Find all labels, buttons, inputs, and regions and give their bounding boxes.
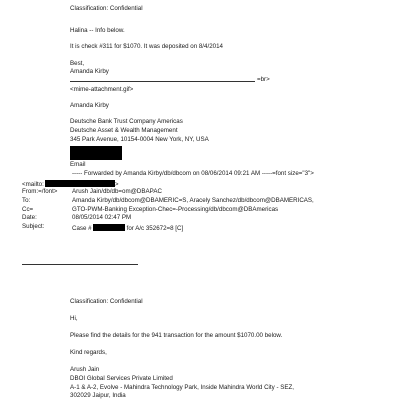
details-line: Please find the details for the 941 transaction for the amount $1070.00 below. — [70, 332, 283, 339]
mailto-suffix: > — [114, 181, 119, 188]
cc-label: Cc= — [22, 206, 34, 213]
subject-suffix: for A/c 352672=8 [C] — [126, 225, 184, 232]
to-label: To: — [22, 197, 31, 204]
address-line-1: A-1 & A-2, Evolve - Mahindra Technology Park, Inside Mahindra World City - SEZ, — [70, 384, 294, 391]
signature-name: Amanda Kirby — [70, 102, 109, 109]
org-line-1: Deutsche Bank Trust Company Americas — [70, 118, 183, 125]
redaction-block — [70, 146, 122, 153]
mailto-prefix: <mailto: — [22, 181, 44, 188]
check-info-line: It is check #311 for $1070. It was deposited on 8/4/2014 — [70, 43, 223, 50]
redaction-block — [45, 180, 115, 187]
date-value: 08/05/2014 02:47 PM — [72, 214, 132, 221]
company-line: DBOI Global Services Private Limited — [70, 375, 173, 382]
redaction-block — [70, 153, 122, 160]
closing-line: Best, — [70, 60, 85, 67]
org-line-2: Deutsche Asset & Wealth Management — [70, 127, 178, 134]
br-tag-text: =br> — [257, 76, 270, 83]
from-value: Arush Jain/db/db=om@DBAPAC — [72, 188, 162, 195]
from-label: From:=/font> — [22, 188, 58, 195]
signature-rule — [70, 81, 255, 82]
mime-attachment-link[interactable]: <mime-attachment.gif> — [70, 86, 134, 93]
date-label: Date: — [22, 214, 37, 221]
sender-name: Amanda Kirby — [70, 68, 109, 75]
subject-label: Subject: — [22, 223, 45, 230]
mailto-line[interactable] — [22, 180, 118, 188]
email-label: Email — [70, 161, 86, 168]
forwarded-line: ----- Forwarded by Amanda Kirby/db/dbcom on 08/06/2014 09:21 AM -----=font size="3"> — [72, 170, 314, 177]
address-line: 345 Park Avenue, 10154-0004 New York, NY, USA — [70, 136, 209, 143]
redaction-block — [93, 224, 125, 231]
regards-line: Kind regards, — [70, 349, 107, 356]
to-value: Amanda Kirby/db/dbcom@DBAMERIC=S, Aracely Sanchez/db/dbcom@DBAMERICAS, — [72, 197, 314, 204]
subject-prefix: Case # — [72, 225, 92, 232]
address-line-2: 302029 Jaipur, India — [70, 392, 126, 399]
subject-value — [72, 224, 183, 232]
greeting-line: Halina -- Info below. — [70, 27, 125, 34]
classification-label: Classification: Confidential — [70, 5, 143, 12]
cc-value: GTO-PWM-Banking Exception-Chec=-Processing/db/dbcom@DBAmericas — [72, 206, 279, 213]
hi-line: Hi, — [70, 315, 78, 322]
separator-rule — [22, 264, 138, 265]
signer-name: Arush Jain — [70, 366, 100, 373]
classification-label-2: Classification: Confidential — [70, 298, 143, 305]
